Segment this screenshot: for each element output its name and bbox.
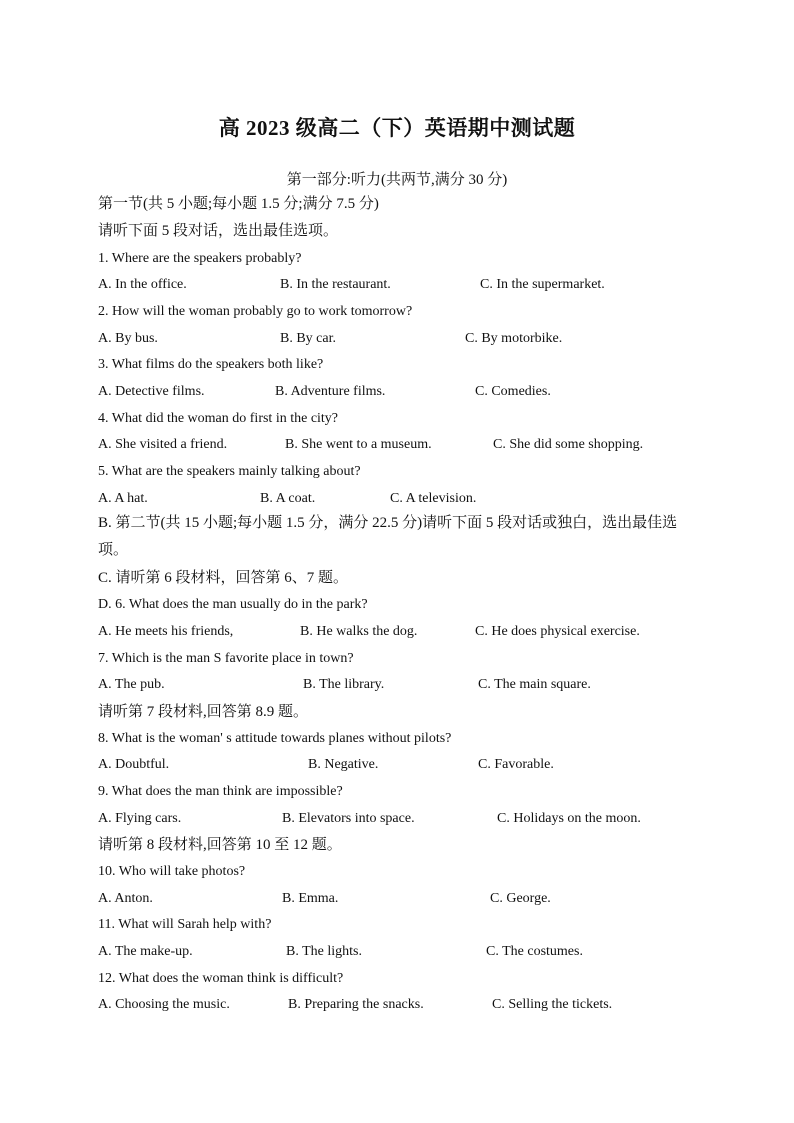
question-9: 9. What does the man think are impossible? [98, 784, 343, 799]
option-b: B. By car. [280, 331, 336, 346]
question-4: 4. What did the woman do first in the city? [98, 411, 339, 426]
instruction-text-8: 请听第 8 段材料,回答第 10 至 12 题。 [98, 837, 342, 853]
option-c: C. The main square. [478, 677, 591, 692]
options-row-8 [0, 755, 794, 775]
options-row-12 [0, 995, 794, 1015]
instruction-text: 请听下面 5 段对话，选出最佳选项。 [98, 223, 339, 239]
question-8: 8. What is the woman' s attitude towards planes without pilots? [98, 731, 452, 746]
options-row-2 [0, 329, 794, 349]
instruction-text-6: C. 请听第 6 段材料，回答第 6、7 题。 [98, 570, 349, 586]
options-row-7 [0, 675, 794, 695]
question-6: D. 6. What does the man usually do in the park? [98, 597, 368, 612]
option-c: C. Holidays on the moon. [497, 811, 641, 826]
option-b: B. She went to a museum. [285, 437, 432, 452]
question-10: 10. Who will take photos? [98, 864, 246, 879]
option-c: C. In the supermarket. [480, 277, 605, 292]
option-b: B. The lights. [286, 944, 362, 959]
option-c: C. She did some shopping. [493, 437, 644, 452]
option-c: C. Favorable. [478, 757, 554, 772]
option-a: A. Doubtful. [98, 757, 170, 772]
option-a: A. Choosing the music. [98, 997, 230, 1012]
option-b: B. He walks the dog. [300, 624, 418, 639]
section-heading-2: B. 第二节(共 15 小题;每小题 1.5 分，满分 22.5 分)请听下面 5 段对话或独白，选出最佳选项。 [98, 515, 678, 558]
options-row-10 [0, 889, 794, 909]
option-a: A. In the office. [98, 277, 187, 292]
option-a: A. The pub. [98, 677, 165, 692]
option-b: B. Emma. [282, 891, 339, 906]
options-row-11 [0, 942, 794, 962]
question-12: 12. What does the woman think is difficult? [98, 971, 344, 986]
option-a: A. The make-up. [98, 944, 193, 959]
option-b: B. The library. [303, 677, 385, 692]
option-b: B. A coat. [260, 491, 316, 506]
option-b: B. Adventure films. [275, 384, 386, 399]
option-a: A. She visited a friend. [98, 437, 228, 452]
question-11: 11. What will Sarah help with? [98, 917, 272, 932]
option-c: C. A television. [390, 491, 477, 506]
option-b: B. In the restaurant. [280, 277, 391, 292]
option-a: A. By bus. [98, 331, 158, 346]
question-7: 7. Which is the man S favorite place in town? [98, 651, 354, 666]
question-3: 3. What films do the speakers both like? [98, 357, 324, 372]
option-c: C. He does physical exercise. [475, 624, 640, 639]
question-1: 1. Where are the speakers probably? [98, 251, 302, 266]
options-row-6 [0, 622, 794, 642]
options-row-9 [0, 809, 794, 829]
options-row-1 [0, 275, 794, 295]
option-c: C. The costumes. [486, 944, 583, 959]
option-c: C. By motorbike. [465, 331, 563, 346]
options-row-5 [0, 489, 794, 509]
options-row-3 [0, 382, 794, 402]
page-title: 高 2023 级高二（下）英语期中测试题 [218, 116, 576, 140]
option-c: C. George. [490, 891, 551, 906]
question-2: 2. How will the woman probably go to work tomorrow? [98, 304, 413, 319]
part-heading: 第一部分:听力(共两节,满分 30 分) [286, 172, 508, 188]
option-c: C. Comedies. [475, 384, 551, 399]
option-a: A. A hat. [98, 491, 148, 506]
option-a: A. Flying cars. [98, 811, 182, 826]
options-row-4 [0, 435, 794, 455]
question-5: 5. What are the speakers mainly talking about? [98, 464, 361, 479]
option-b: B. Negative. [308, 757, 379, 772]
instruction-text-7: 请听第 7 段材料,回答第 8.9 题。 [98, 704, 309, 720]
option-a: A. Anton. [98, 891, 153, 906]
option-a: A. He meets his friends, [98, 624, 234, 639]
option-a: A. Detective films. [98, 384, 205, 399]
option-c: C. Selling the tickets. [492, 997, 613, 1012]
option-b: B. Elevators into space. [282, 811, 415, 826]
option-b: B. Preparing the snacks. [288, 997, 424, 1012]
section-heading: 第一节(共 5 小题;每小题 1.5 分;满分 7.5 分) [98, 196, 379, 212]
